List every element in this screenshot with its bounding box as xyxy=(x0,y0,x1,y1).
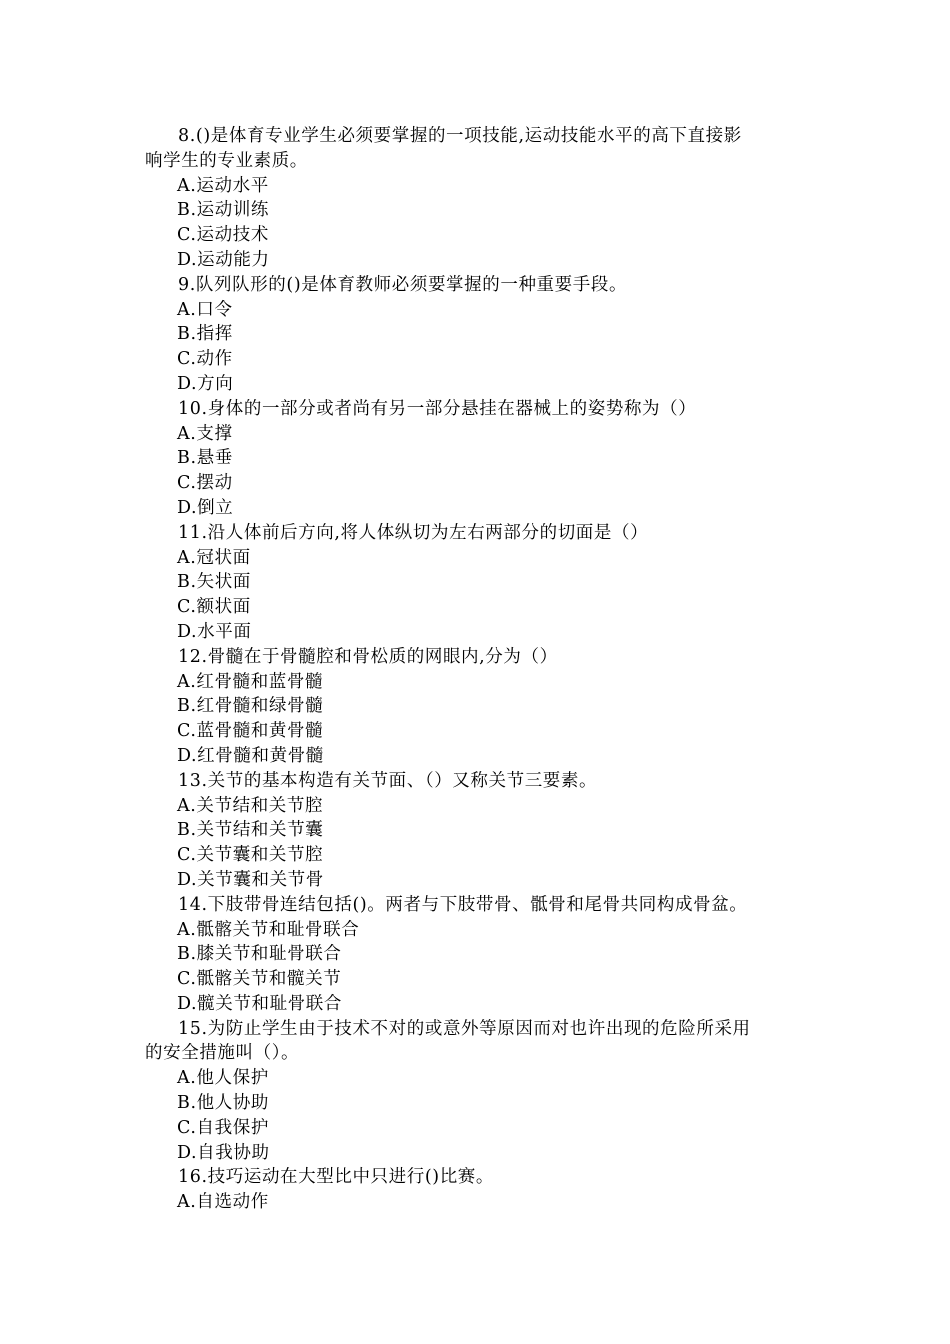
question-text xyxy=(145,645,805,670)
question-line: 的安全措施叫（）。 xyxy=(145,1043,300,1064)
question-text-continuation xyxy=(145,149,805,174)
answer-option: B.运动训练 xyxy=(177,200,270,221)
question-block xyxy=(145,1017,805,1166)
answer-option: B.他人协助 xyxy=(177,1093,270,1114)
question-number: 13. xyxy=(178,770,208,791)
question-block xyxy=(145,521,805,645)
answer-option: B.指挥 xyxy=(177,324,233,345)
answer-option: D.运动能力 xyxy=(177,249,270,270)
question-number: 14. xyxy=(178,894,208,915)
answer-option: C.关节囊和关节腔 xyxy=(177,845,324,866)
question-text xyxy=(145,1017,805,1042)
question-line: 下肢带骨连结包括()。两者与下肢带骨、骶骨和尾骨共同构成骨盆。 xyxy=(207,894,748,915)
question-block xyxy=(145,645,805,769)
answer-option: A.支撑 xyxy=(177,423,233,444)
answer-option: A.红骨髓和蓝骨髓 xyxy=(177,671,324,692)
answer-option: D.水平面 xyxy=(177,621,252,642)
question-line: 队列队形的()是体育教师必须要掌握的一种重要手段。 xyxy=(195,274,628,295)
question-block xyxy=(145,1165,805,1215)
answer-option: C.摆动 xyxy=(177,473,233,494)
question-number: 12. xyxy=(178,646,208,667)
question-text-continuation xyxy=(145,1041,805,1066)
question-number: 16. xyxy=(178,1167,208,1188)
answer-option: C.动作 xyxy=(177,349,233,370)
question-text xyxy=(145,397,805,422)
question-line: ()是体育专业学生必须要掌握的一项技能,运动技能水平的高下直接影 xyxy=(195,126,742,146)
answer-option: D.方向 xyxy=(177,373,234,394)
question-text xyxy=(145,521,805,546)
question-text xyxy=(145,273,805,298)
question-line: 为防止学生由于技术不对的或意外等原因而对也许出现的危险所采用 xyxy=(207,1018,751,1039)
question-text xyxy=(145,1165,805,1190)
answer-option: B.悬垂 xyxy=(177,448,233,469)
question-text xyxy=(145,893,805,918)
question-block xyxy=(145,893,805,1017)
answer-option: B.膝关节和耻骨联合 xyxy=(177,944,342,965)
answer-option: A.自选动作 xyxy=(177,1192,269,1213)
question-number: 10. xyxy=(178,398,208,419)
question-line: 关节的基本构造有关节面、（）又称关节三要素。 xyxy=(207,770,598,791)
question-line: 身体的一部分或者尚有另一部分悬挂在器械上的姿势称为（） xyxy=(207,398,697,419)
answer-option: A.运动水平 xyxy=(177,175,269,196)
question-line: 技巧运动在大型比中只进行()比赛。 xyxy=(207,1167,494,1188)
answer-option: A.口令 xyxy=(177,299,233,320)
question-block xyxy=(145,769,805,893)
question-line: 骨髓在于骨髓腔和骨松质的网眼内,分为（） xyxy=(207,646,558,667)
question-number: 11. xyxy=(178,522,208,543)
question-block xyxy=(145,273,805,397)
question-list xyxy=(145,124,805,1215)
answer-option: D.关节囊和关节骨 xyxy=(177,869,324,890)
question-number: 9. xyxy=(178,274,196,295)
answer-option: A.他人保护 xyxy=(177,1068,269,1089)
question-line: 沿人体前后方向,将人体纵切为左右两部分的切面是（） xyxy=(207,522,649,543)
question-number: 8. xyxy=(178,126,196,146)
question-text xyxy=(145,769,805,794)
answer-option: B.关节结和关节囊 xyxy=(177,820,324,841)
answer-option: A.关节结和关节腔 xyxy=(177,795,324,816)
question-text xyxy=(145,124,805,149)
question-line: 响学生的专业素质。 xyxy=(145,150,308,171)
question-number: 15. xyxy=(178,1018,208,1039)
answer-option: C.运动技术 xyxy=(177,225,269,246)
answer-option: C.骶髂关节和髋关节 xyxy=(177,969,342,990)
answer-option: B.红骨髓和绿骨髓 xyxy=(177,696,324,717)
question-block xyxy=(145,124,805,273)
answer-option: A.冠状面 xyxy=(177,547,251,568)
answer-option: C.蓝骨髓和黄骨髓 xyxy=(177,721,324,742)
question-block xyxy=(145,397,805,521)
answer-option: D.自我协助 xyxy=(177,1142,270,1163)
answer-option: D.倒立 xyxy=(177,497,234,518)
answer-option: A.骶髂关节和耻骨联合 xyxy=(177,919,360,940)
answer-option: C.额状面 xyxy=(177,597,251,618)
answer-option: D.红骨髓和黄骨髓 xyxy=(177,745,324,766)
answer-option: B.矢状面 xyxy=(177,572,251,593)
answer-option: D.髋关节和耻骨联合 xyxy=(177,993,342,1014)
answer-option: C.自我保护 xyxy=(177,1117,269,1138)
